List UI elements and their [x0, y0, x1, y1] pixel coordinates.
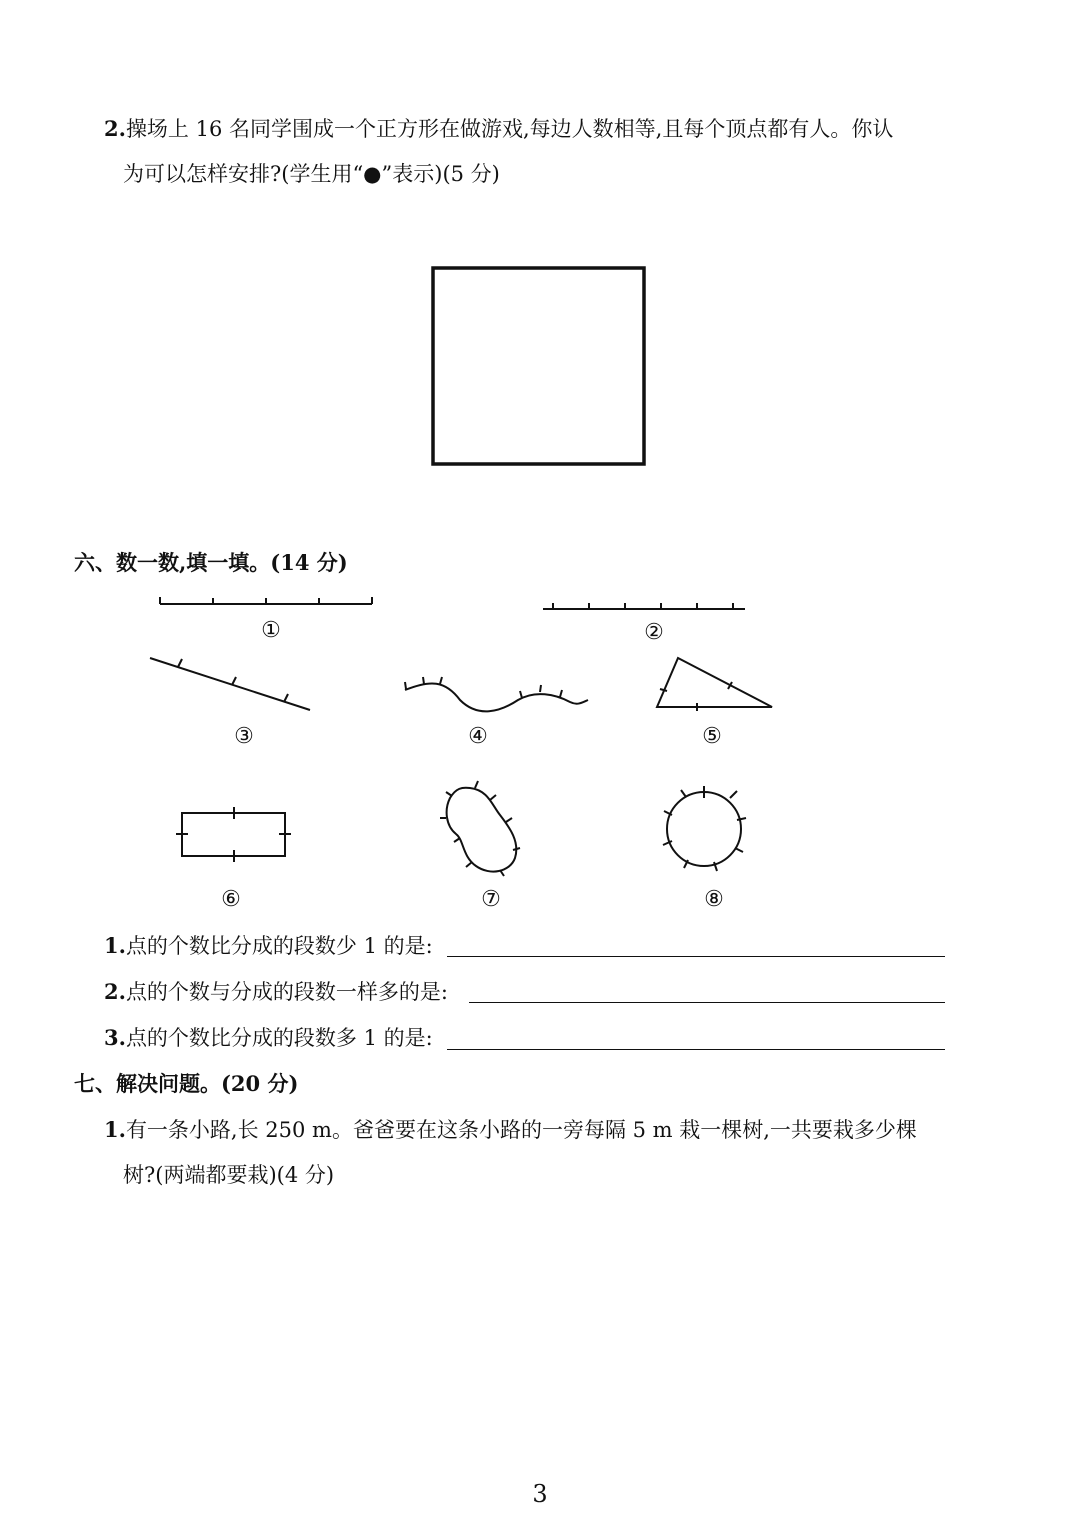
section6-question-1	[104, 932, 433, 960]
section6-question-3	[104, 1024, 433, 1052]
figure-5-triangle	[657, 658, 772, 711]
q2-line2: 为可以怎样安排?(学生用“●”表示)(5 分)	[123, 162, 500, 186]
figure-label-4: ④	[468, 724, 488, 749]
q2-number: 2.	[104, 116, 126, 141]
figure-3-slanted-line	[150, 658, 310, 710]
question-number: 2.	[104, 979, 126, 1004]
question-text: 点的个数比分成的段数少 1 的是:	[125, 934, 433, 958]
figure-1-segment	[160, 597, 372, 604]
section6-title: 六、数一数,填一填。(14 分)	[74, 550, 348, 575]
question-number: 1.	[104, 1117, 126, 1142]
answer-line-1[interactable]	[447, 956, 945, 957]
figure-label-1: ①	[261, 618, 281, 643]
section7-q1-line2: 树?(两端都要栽)(4 分)	[123, 1163, 335, 1187]
figure-2-segment	[543, 603, 745, 609]
figure-8-circle	[663, 786, 746, 871]
answer-square[interactable]	[433, 268, 644, 464]
question-text: 点的个数比分成的段数多 1 的是:	[125, 1026, 433, 1050]
section7-title: 七、解决问题。(20 分)	[74, 1071, 299, 1096]
section6-question-2	[104, 978, 448, 1006]
figure-label-7: ⑦	[481, 887, 501, 912]
question-text: 点的个数与分成的段数一样多的是:	[125, 980, 449, 1004]
figure-6-rectangle	[176, 807, 291, 862]
figure-4-curve	[405, 677, 588, 711]
page-number: 3	[532, 1480, 548, 1508]
figure-label-8: ⑧	[704, 887, 724, 912]
question-number: 3.	[104, 1025, 126, 1050]
figure-label-6: ⑥	[221, 887, 241, 912]
answer-line-3[interactable]	[447, 1049, 945, 1050]
q2-text-line1: 操场上 16 名同学围成一个正方形在做游戏,每边人数相等,且每个顶点都有人。你认	[125, 117, 894, 141]
answer-line-2[interactable]	[469, 1002, 945, 1003]
figure-label-3: ③	[234, 724, 254, 749]
figure-7-closed-curve	[440, 781, 520, 876]
figure-label-5: ⑤	[702, 724, 722, 749]
question-text: 有一条小路,长 250 m。爸爸要在这条小路的一旁每隔 5 m 栽一棵树,一共要栽多少棵	[125, 1118, 917, 1142]
question-number: 1.	[104, 933, 126, 958]
figure-label-2: ②	[644, 620, 664, 645]
section7-q1-line1	[104, 1116, 917, 1144]
